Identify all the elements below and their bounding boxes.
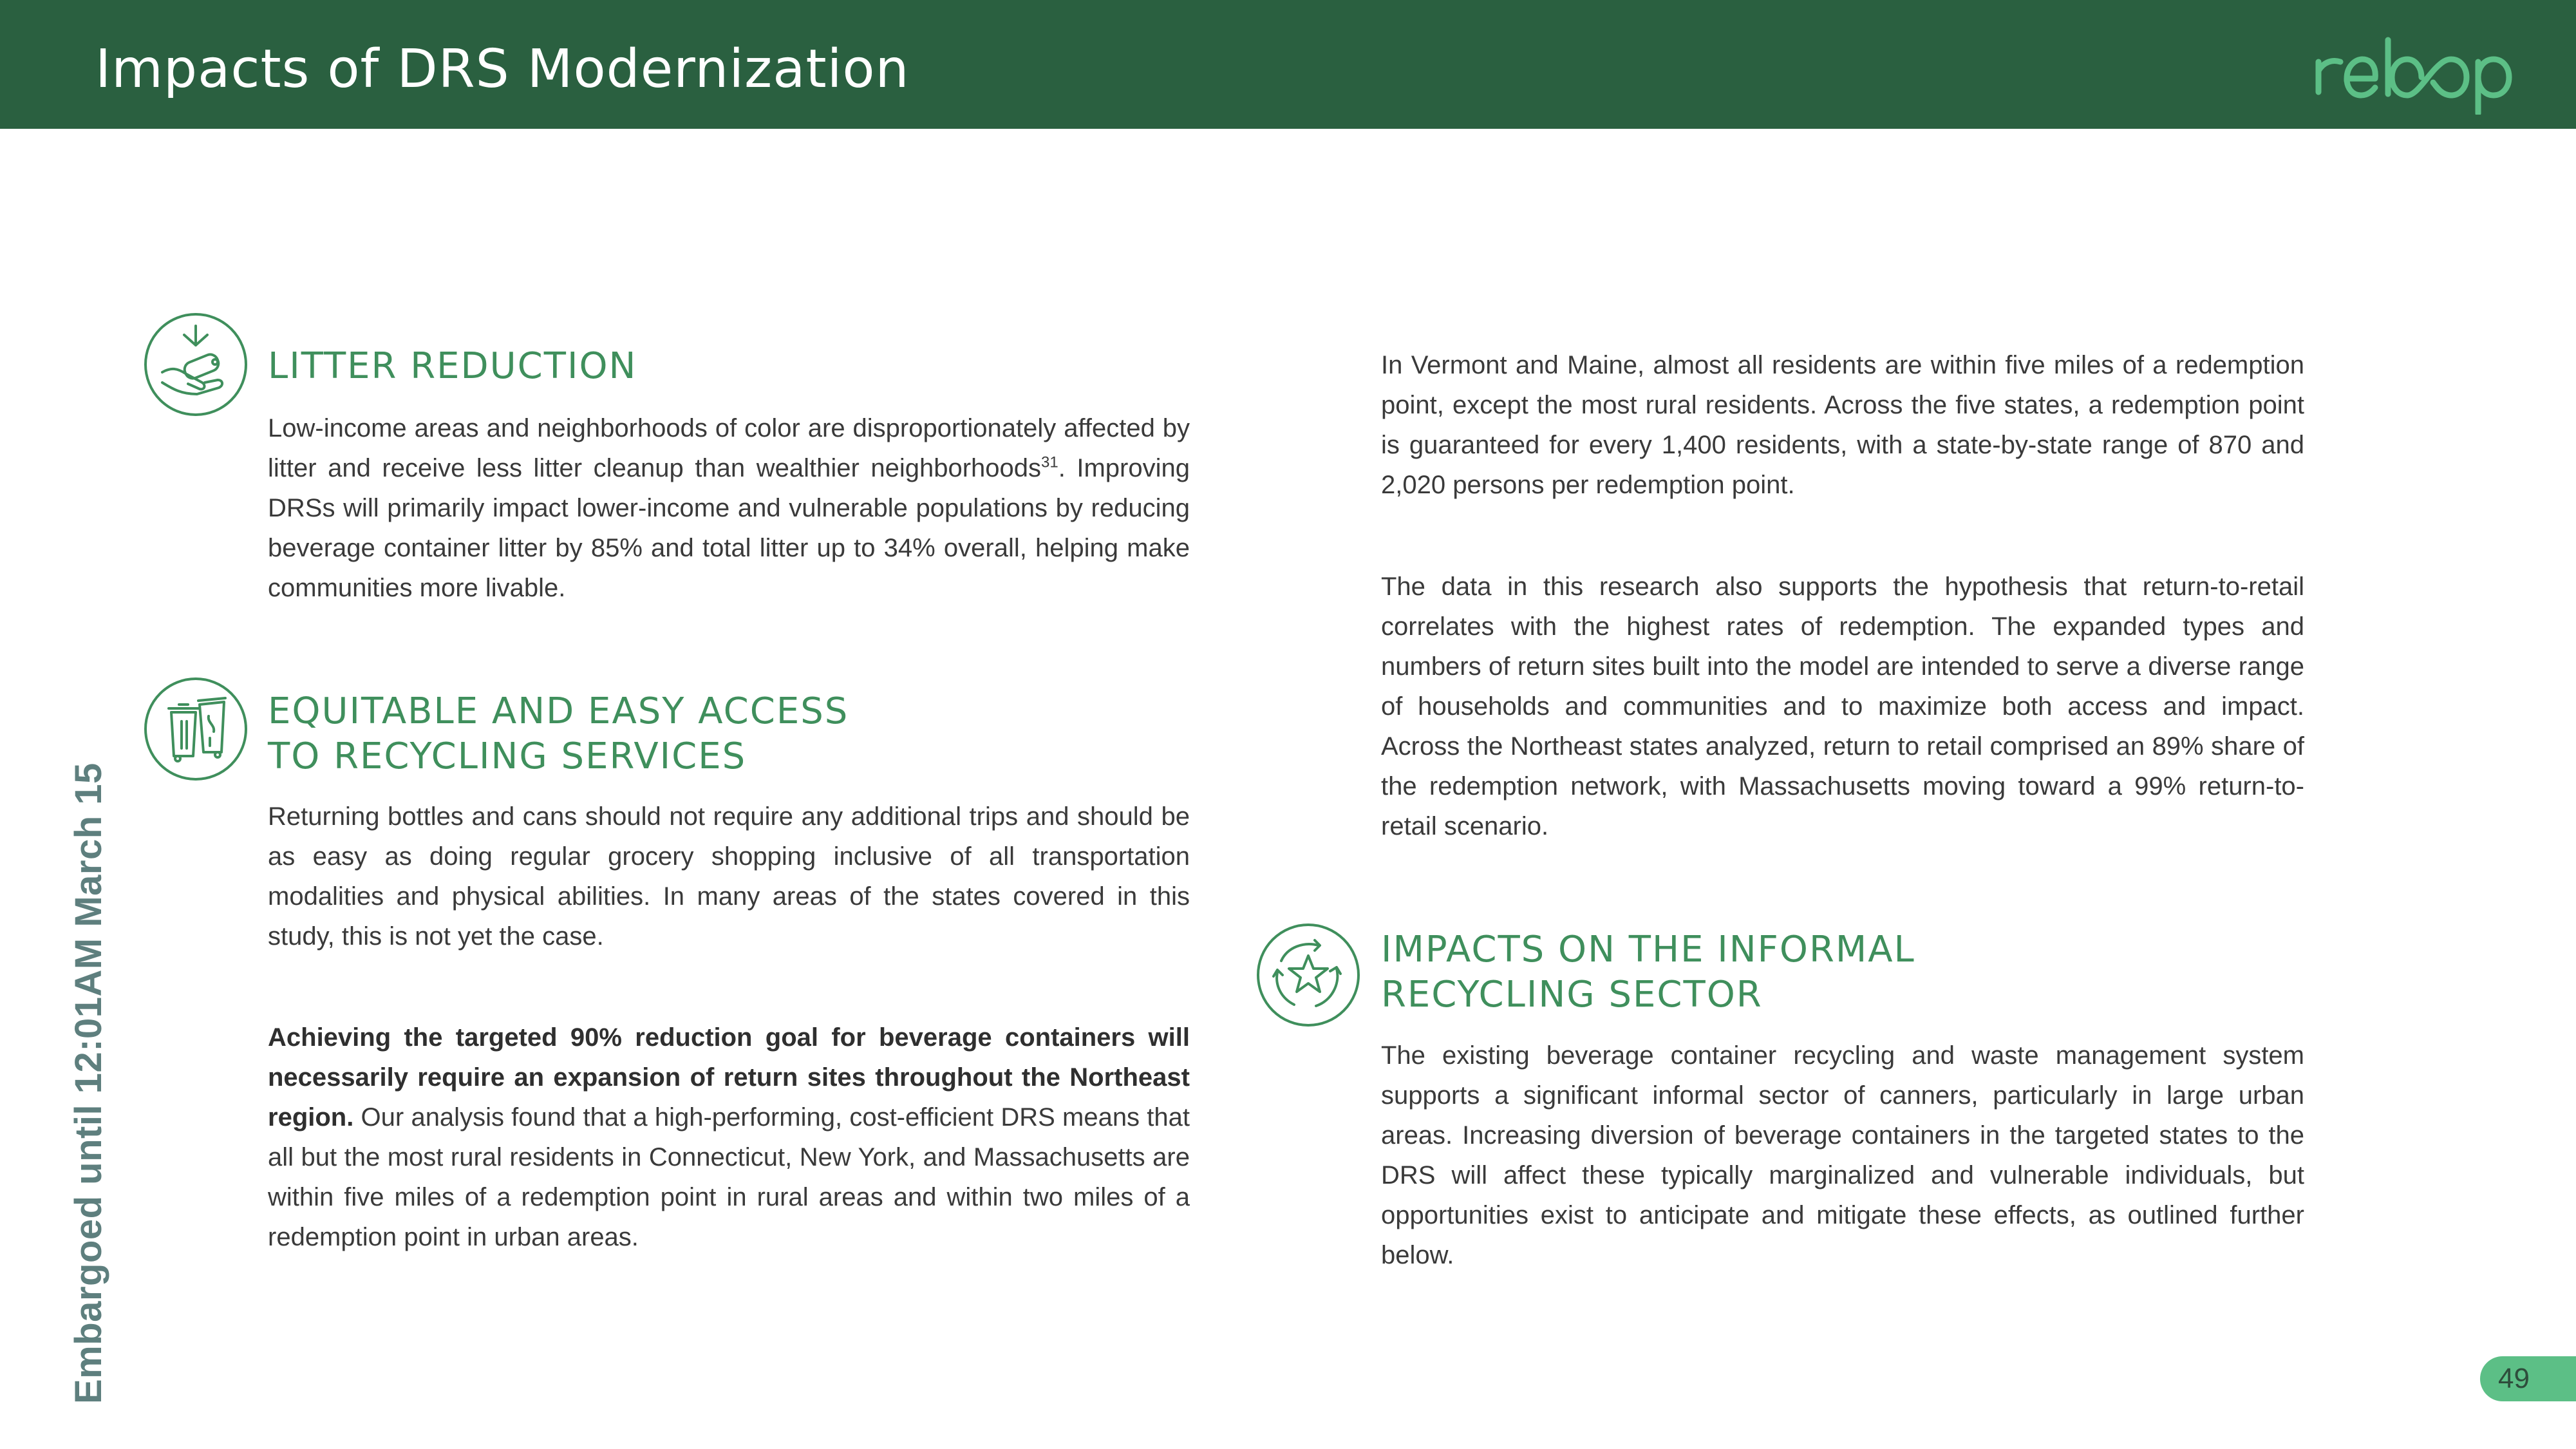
footnote-ref[interactable]: 31 <box>1041 453 1058 471</box>
section-title-access <box>268 689 849 779</box>
reloop-logo <box>2313 31 2526 125</box>
section-title-informal-line2: RECYCLING SECTOR <box>1381 974 1763 1016</box>
hand-litter-icon <box>143 312 249 417</box>
access-paragraph-2 <box>268 1018 1190 1257</box>
section-title-informal-line1: IMPACTS ON THE INFORMAL <box>1381 929 1915 971</box>
section-title-informal <box>1381 927 1915 1018</box>
header-bar <box>0 0 2576 129</box>
embargo-notice: Embargoed until 12:01AM March 15 <box>68 762 109 1404</box>
litter-text-cont: . Improving DRSs will primarily impact lower-income and vulnerable populations by reducing beverage container litter by 85% and total litter up to 34% overall, helping make communities more livable. <box>268 454 1190 602</box>
access-bold-lead: Achieving the targeted 90% reduction goal for beverage containers will necessarily require an expansion of return sites throughout the Northeast region. <box>268 1023 1190 1132</box>
litter-paragraph <box>268 408 1190 608</box>
section-title-access-line1: EQUITABLE AND EASY ACCESS <box>268 690 849 732</box>
star-recycle-icon <box>1255 922 1361 1028</box>
section-title-access-line2: TO RECYCLING SERVICES <box>268 735 747 777</box>
page-title: Impacts of DRS Modernization <box>95 39 910 100</box>
page-number: 49 <box>2498 1363 2530 1394</box>
recycling-bins-icon <box>143 676 249 782</box>
redemption-paragraph: In Vermont and Maine, almost all residents are within five miles of a redemption point, except the most rural residents. Across the five states, a redemption point is guaranteed for every 1,400 residents, with a state-by-state range of 870 and 2,020 persons per redemption point. <box>1381 351 2304 499</box>
section-title-litter: LITTER REDUCTION <box>268 345 637 387</box>
access-paragraph-1: Returning bottles and cans should not require any additional trips and should be as easy as doing regular grocery shopping inclusive of all transportation modalities and physical abilities. In many areas of the states covered in this study, this is not yet the case. <box>268 802 1190 951</box>
litter-text: Low-income areas and neighborhoods of color are disproportionately affected by litter and receive less litter cleanup than wealthier neighborhoods <box>268 414 1190 482</box>
informal-paragraph: The existing beverage container recycling and waste management system supports a significant informal sector of canners, particularly in large urban areas. Increasing diversion of beverage containers in the targeted states to the DRS will affect these typically marginalized and vulnerable individuals, but opportunities exist to anticipate and mitigate these effects, as outlined further below. <box>1381 1041 2304 1269</box>
access-text-cont: Our analysis found that a high-performing, cost-efficient DRS means that all but the most rural residents in Connecticut, New York, and Massachusetts are within five miles of a redemption point in rural areas and within two miles of a redemption point in urban areas. <box>268 1103 1190 1251</box>
return-to-retail-paragraph: The data in this research also supports the hypothesis that return-to-retail correlates with the highest rates of redemption. The expanded types and numbers of return sites built into the model are intended to serve a diverse range of households and communities and to maximize both access and impact. Across the Northeast states analyzed, return to retail comprised an 89% share of the redemption network, with Massachusetts moving toward a 99% return-to-retail scenario. <box>1381 573 2304 840</box>
